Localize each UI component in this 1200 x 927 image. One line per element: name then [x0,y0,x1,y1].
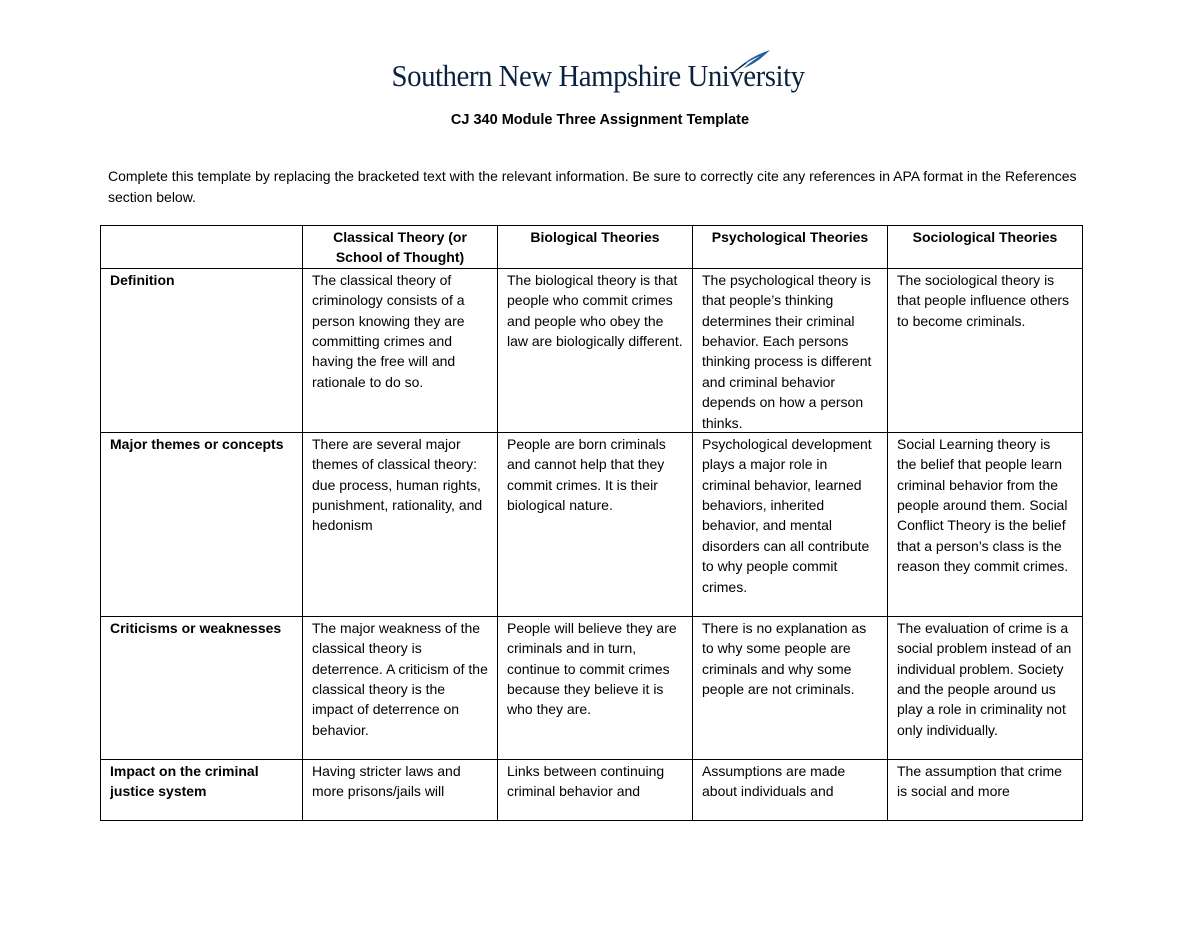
table-cell [888,432,1083,616]
cell-text: Having stricter laws and more prisons/jails will [312,762,461,800]
cell-text: The classical theory of criminology consists of a person knowing they are committing crimes and having the free will and rationale to do so. [312,271,465,390]
cell-text: People will believe they are criminals and in turn, continue to commit crimes because they believe it is who they are. [507,619,677,718]
table-cell [303,432,498,616]
cell-text: The sociological theory is that people influence others to become criminals. [897,271,1070,329]
table-cell [888,268,1083,432]
cell-text: Social Learning theory is the belief that people learn criminal behavior from the people around them. Social Conflict Theory is the belief that a person’s class is the reason they commit crimes. [897,435,1069,575]
row-label [101,432,303,616]
table-cell [693,759,888,820]
table-cell [303,759,498,820]
table-cell [888,616,1083,759]
cell-text: Psychological development plays a major role in criminal behavior, learned behaviors, inherited behavior, and mental disorders can all contribute to why people commit crimes. [702,435,872,595]
cell-text: Links between continuing criminal behavior and [507,762,665,800]
table-row-major-themes [101,432,1083,616]
header-cell-classical: Classical Theory (or School of Thought) [303,226,498,269]
row-label-text: Criticisms or weaknesses [110,619,282,636]
table-cell [693,616,888,759]
header-cell-sociological: Sociological Theories [888,226,1083,269]
table-cell [888,759,1083,820]
row-label [101,268,303,432]
row-label [101,759,303,820]
table-row-definition [101,268,1083,432]
university-logo [0,58,1200,94]
table-cell [498,759,693,820]
cell-text: The psychological theory is that people’s thinking determines their criminal behavior. Each persons thinking process is different and criminal behavior depends on how a person thinks. [702,271,872,431]
row-label-text: Definition [110,271,175,288]
table-cell [303,268,498,432]
table-row-criticisms [101,616,1083,759]
table-header-row [101,226,1083,269]
table-cell [498,432,693,616]
table-cell [693,432,888,616]
quill-icon [732,48,772,74]
header-cell-psychological: Psychological Theories [693,226,888,269]
row-label-text: Impact on the criminal justice system [110,762,259,800]
table-cell [303,616,498,759]
document-title: CJ 340 Module Three Assignment Template [450,112,750,128]
cell-text: Assumptions are made about individuals and [702,762,846,800]
header-cell-biological: Biological Theories [498,226,693,269]
cell-text: There is no explanation as to why some people are criminals and why some people are not criminals. [702,619,867,698]
university-name: Southern New Hampshire University [391,58,805,93]
cell-text: The assumption that crime is social and more [897,762,1062,800]
instructions-text: Complete this template by replacing the bracketed text with the relevant information. Be sure to correctly cite any references in APA format in the References section below. [108,168,1077,205]
table-row-impact [101,759,1083,820]
cell-text: People are born criminals and cannot help that they commit crimes. It is their biological nature. [507,435,666,514]
cell-text: There are several major themes of classical theory: due process, human rights, punishment, rationality, and hedonism [312,435,483,534]
cell-text: The evaluation of crime is a social problem instead of an individual problem. Society and the people around us play a role in criminality not only individually. [897,619,1072,738]
row-label-text: Major themes or concepts [110,435,284,452]
cell-text: The biological theory is that people who commit crimes and people who obey the law are biologically different. [507,271,683,350]
table-cell [693,268,888,432]
table-cell [498,616,693,759]
table-cell [498,268,693,432]
theories-table [100,225,1083,821]
header-cell-empty [101,226,303,269]
row-label [101,616,303,759]
cell-text: The major weakness of the classical theory is deterrence. A criticism of the classical theory is the impact of deterrence on behavior. [312,619,488,738]
